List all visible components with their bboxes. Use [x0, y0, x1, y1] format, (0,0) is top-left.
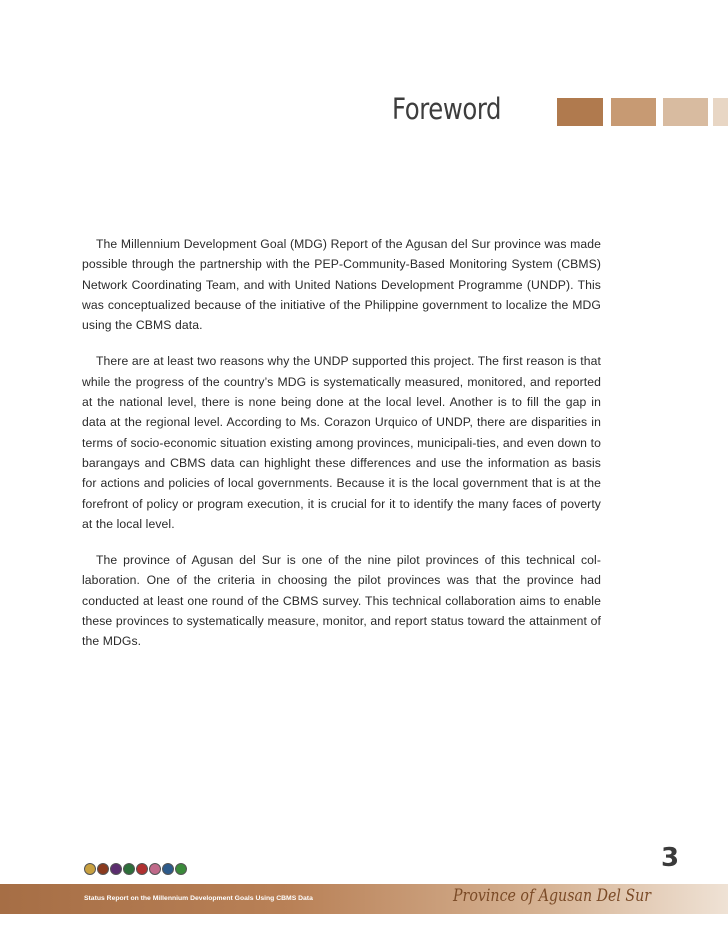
mdg-goal-6-icon	[149, 863, 161, 875]
footer-province: Province of Agusan Del Sur	[453, 886, 652, 905]
header-decor-square-1	[557, 98, 603, 126]
paragraph: The Millennium Development Goal (MDG) Report of the Agusan del Sur province was made possible through the partnership with the PEP-Community-Based Monitoring System (CBMS) Network Coordinating Team, and with United Nations Development Programme (UNDP). This was conceptualized because of the initiative of the Philippine government to localize the MDG using the CBMS data.	[82, 237, 601, 333]
mdg-goal-5-icon	[136, 863, 148, 875]
header-decor-square-3	[663, 98, 708, 126]
header-decor-square-2	[611, 98, 656, 126]
paragraph: There are at least two reasons why the UNDP supported this project. The first reason is that while the progress of the country’s MDG is systematically measured, monitored, and reported at the national level, there is none being done at the local level. Another is to fill the gap in data at the regional level. According to Ms. Corazon Urquico of UNDP, there are disparities in terms of socio-economic situation existing among provinces, municipali-ties, and even down to barangays and CBMS data can highlight these differences and use the information as basis for actions and policies of local governments. Because it is the local government that is at the forefront of policy or program execution, it is crucial for it to identify the many faces of poverty at the local level.	[82, 354, 601, 531]
mdg-icons	[84, 863, 187, 875]
page-title: Foreword	[392, 92, 502, 126]
mdg-goal-2-icon	[97, 863, 109, 875]
mdg-goal-8-icon	[175, 863, 187, 875]
mdg-goal-4-icon	[123, 863, 135, 875]
mdg-goal-7-icon	[162, 863, 174, 875]
page-number: 3	[661, 843, 680, 873]
body-text	[82, 234, 601, 668]
mdg-goal-3-icon	[110, 863, 122, 875]
paragraph: The province of Agusan del Sur is one of the nine pilot provinces of this technical col-laboration. One of the criteria in choosing the pilot provinces was that the province had conducted at least one round of the CBMS survey. This technical collaboration aims to enable these provinces to systematically measure, monitor, and report status toward the attainment of the MDGs.	[82, 553, 601, 649]
mdg-goal-1-icon	[84, 863, 96, 875]
footer-report-title: Status Report on the Millennium Development Goals Using CBMS Data	[84, 895, 313, 902]
header-decor-square-4	[713, 98, 728, 126]
